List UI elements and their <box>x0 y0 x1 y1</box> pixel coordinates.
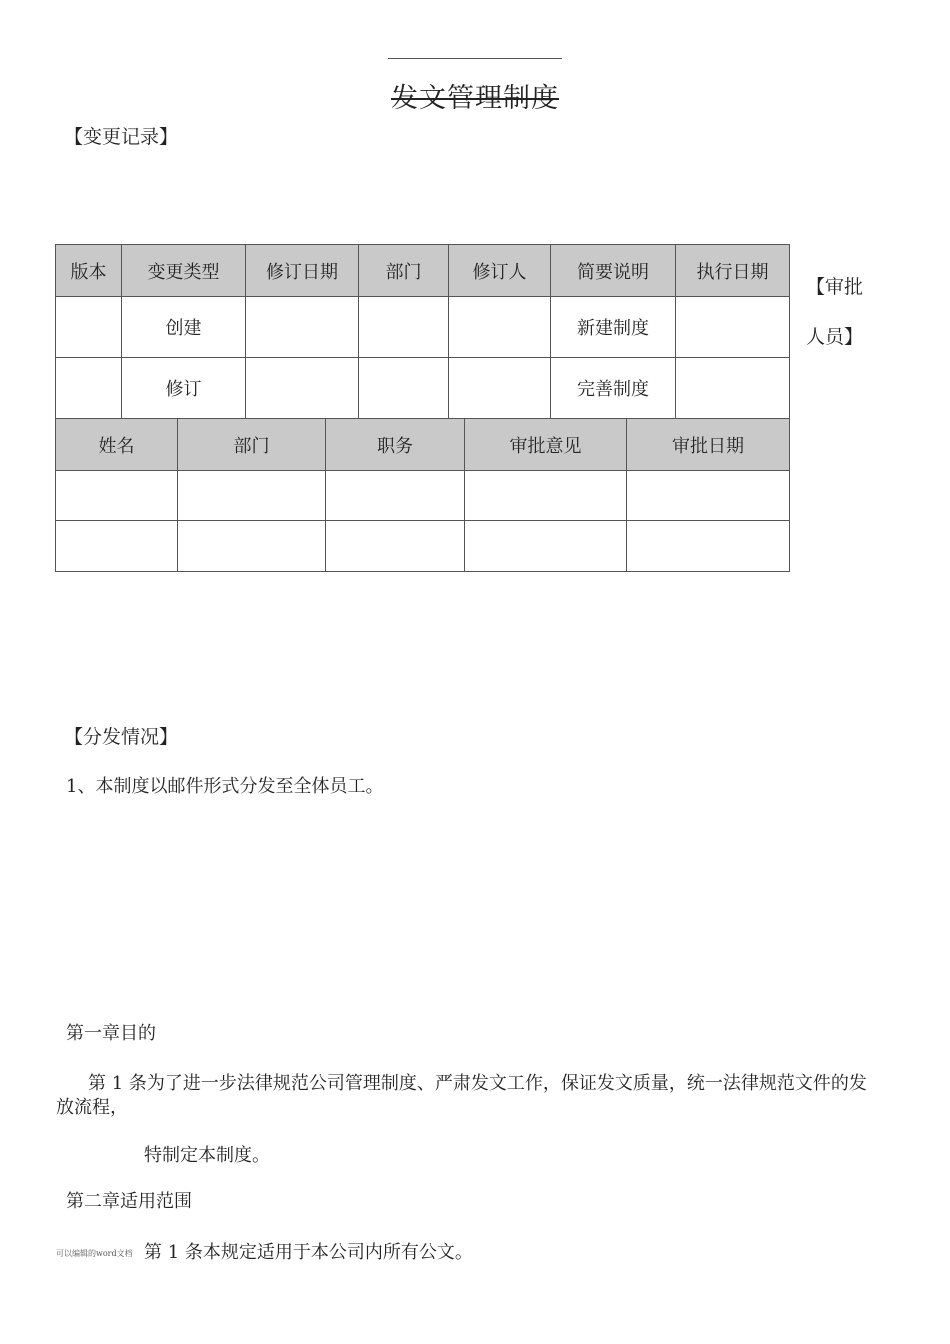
header-cell: 部门 <box>359 245 449 297</box>
header-cell: 审批日期 <box>627 419 790 471</box>
change-record-heading: 【变更记录】 <box>64 126 179 148</box>
header-cell: 职务 <box>326 419 465 471</box>
table-header-row <box>56 245 790 297</box>
table-cell <box>449 297 551 358</box>
table-cell: 修订 <box>122 358 246 419</box>
table-cell <box>359 358 449 419</box>
table-cell <box>627 471 790 521</box>
header-cell: 姓名 <box>56 419 178 471</box>
table-cell <box>178 471 326 521</box>
header-cell: 版本 <box>56 245 122 297</box>
header-cell: 修订日期 <box>246 245 359 297</box>
table-cell <box>627 521 790 572</box>
chapter-1-title: 第一章目的 <box>66 1023 156 1044</box>
table-cell: 创建 <box>122 297 246 358</box>
header-cell: 审批意见 <box>465 419 627 471</box>
table-cell <box>326 471 465 521</box>
table-cell <box>449 358 551 419</box>
table-row <box>56 297 790 358</box>
table-cell <box>246 358 359 419</box>
distribution-heading: 【分发情况】 <box>64 726 179 748</box>
header-cell: 部门 <box>178 419 326 471</box>
approver-heading-line2: 人员】 <box>806 326 864 348</box>
approver-heading <box>806 262 876 362</box>
header-cell: 简要说明 <box>551 245 676 297</box>
table-cell <box>359 297 449 358</box>
table-cell <box>465 521 627 572</box>
table-row <box>56 521 790 572</box>
table-cell <box>465 471 627 521</box>
distribution-item: 1、本制度以邮件形式分发至全体员工。 <box>66 776 384 797</box>
footer-note: 可以编辑的word文档 <box>56 1249 133 1258</box>
approver-heading-line1: 【审批 <box>806 276 864 298</box>
table-header-row <box>56 419 790 471</box>
header-cell: 修订人 <box>449 245 551 297</box>
table-row <box>56 471 790 521</box>
table-cell <box>676 358 790 419</box>
article-2-text: 第 1 条本规定适用于本公司内所有公文。 <box>144 1242 473 1263</box>
header-cell: 执行日期 <box>676 245 790 297</box>
table-cell <box>56 521 178 572</box>
table-cell <box>246 297 359 358</box>
header-cell: 变更类型 <box>122 245 246 297</box>
table-cell: 完善制度 <box>551 358 676 419</box>
article-1-text: 第 1 条为了进一步法律规范公司管理制度、严肃发文工作，保证发文质量，统一法律规范文件的发放流程， <box>56 1073 867 1118</box>
document-title: 发文管理制度 <box>391 83 559 114</box>
approval-table <box>55 418 790 572</box>
table-row <box>56 358 790 419</box>
table-cell <box>676 297 790 358</box>
table-cell <box>56 471 178 521</box>
chapter-2-title: 第二章适用范围 <box>66 1191 192 1212</box>
table-cell <box>178 521 326 572</box>
table-cell <box>56 297 122 358</box>
table-cell <box>56 358 122 419</box>
change-record-table <box>55 244 790 419</box>
table-cell: 新建制度 <box>551 297 676 358</box>
top-rule <box>388 58 562 59</box>
article-1-continuation: 特制定本制度。 <box>144 1145 270 1166</box>
table-cell <box>326 521 465 572</box>
